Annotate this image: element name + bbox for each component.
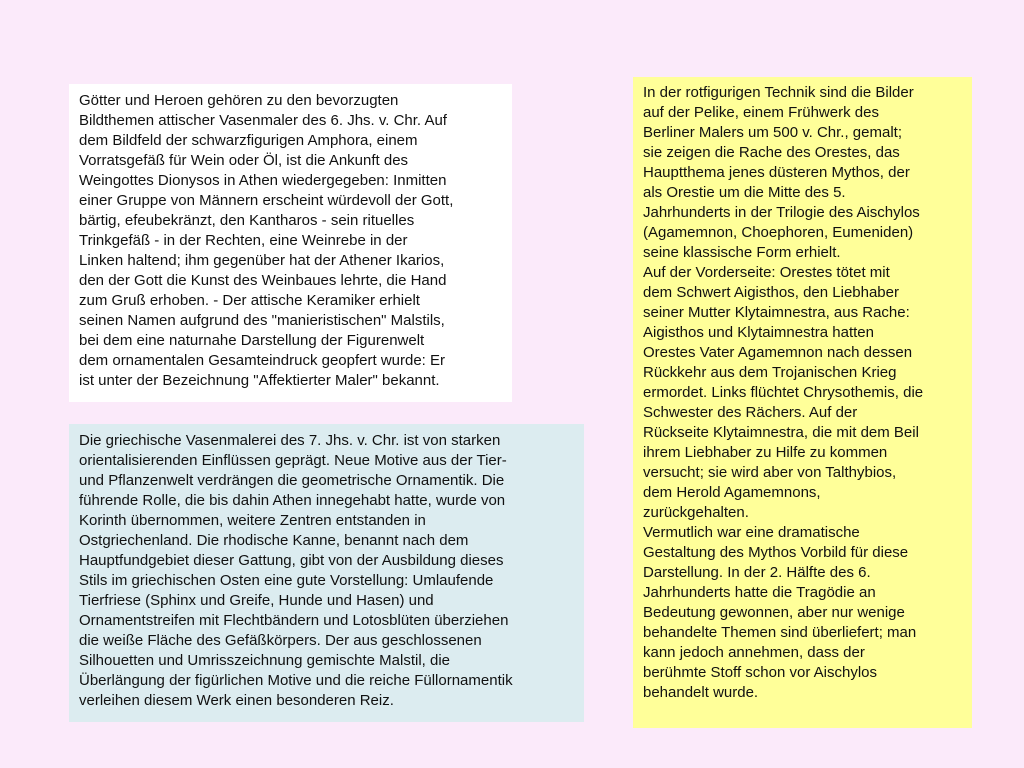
text-line: Rückseite Klytaimnestra, die mit dem Beil: [643, 424, 919, 441]
text-line: Silhouetten und Umrisszeichnung gemischte Malstil, die: [79, 652, 451, 669]
text-line: Jahrhunderts in der Trilogie des Aischylos: [643, 204, 920, 221]
text-line: Hauptthema jenes düsteren Mythos, der: [643, 164, 910, 181]
text-line: Weingottes Dionysos in Athen wiedergegeben: Inmitten: [79, 172, 447, 189]
text-line: Darstellung. In der 2. Hälfte des 6.: [643, 564, 871, 581]
text-line: Orestes Vater Agamemnon nach dessen: [643, 344, 913, 361]
text-line: als Orestie um die Mitte des 5.: [643, 184, 846, 201]
text-line: versucht; sie wird aber von Talthybios,: [643, 464, 897, 481]
text-line: verleihen diesem Werk einen besonderen Reiz.: [79, 692, 394, 709]
text-line: Ostgriechenland. Die rhodische Kanne, benannt nach dem: [79, 532, 469, 549]
text-line: behandelt wurde.: [643, 684, 759, 701]
text-panel-orientalizing: [69, 424, 584, 722]
text-line: dem Bildfeld der schwarzfigurigen Amphora, einem: [79, 132, 418, 149]
text-line: den der Gott die Kunst des Weinbaues lehrte, die Hand: [79, 272, 447, 289]
text-line: behandelte Themen sind überliefert; man: [643, 624, 917, 641]
text-line: Jahrhunderts hatte die Tragödie an: [643, 584, 876, 601]
text-line: In der rotfigurigen Technik sind die Bilder: [643, 84, 914, 101]
text-line: Aigisthos und Klytaimnestra hatten: [643, 324, 874, 341]
text-line: Gestaltung des Mythos Vorbild für diese: [643, 544, 909, 561]
text-line: ihrem Liebhaber zu Hilfe zu kommen: [643, 444, 888, 461]
text-line: bärtig, efeubekränzt, den Kantharos - sein rituelles: [79, 212, 415, 229]
text-panel-dionysos: [69, 84, 512, 402]
text-line: Stils im griechischen Osten eine gute Vorstellung: Umlaufende: [79, 572, 494, 589]
text-line: Trinkgefäß - in der Rechten, eine Weinrebe in der: [79, 232, 408, 249]
text-line: führende Rolle, die bis dahin Athen innegehabt hatte, wurde von: [79, 492, 506, 509]
text-line: Bedeutung gewonnen, aber nur wenige: [643, 604, 905, 621]
text-line: Vermutlich war eine dramatische: [643, 524, 860, 541]
text-line: Die griechische Vasenmalerei des 7. Jhs. v. Chr. ist von starken: [79, 432, 501, 449]
text-line: Überlängung der figürlichen Motive und die reiche Füllornamentik: [79, 672, 513, 689]
text-line: Ornamentstreifen mit Flechtbändern und Lotosblüten überziehen: [79, 612, 509, 629]
text-line: orientalisierenden Einflüssen geprägt. Neue Motive aus der Tier-: [79, 452, 507, 469]
text-line: Vorratsgefäß für Wein oder Öl, ist die Ankunft des: [79, 152, 409, 169]
text-line: dem Schwert Aigisthos, den Liebhaber: [643, 284, 899, 301]
text-line: dem Herold Agamemnons,: [643, 484, 821, 501]
text-line: ist unter der Bezeichnung "Affektierter Maler" bekannt.: [79, 372, 440, 389]
text-panel-orestes: [633, 77, 972, 728]
text-line: berühmte Stoff schon vor Aischylos: [643, 664, 878, 681]
text-line: Auf der Vorderseite: Orestes tötet mit: [643, 264, 890, 281]
text-line: kann jedoch annehmen, dass der: [643, 644, 865, 661]
text-line: Hauptfundgebiet dieser Gattung, gibt von der Ausbildung dieses: [79, 552, 504, 569]
text-line: Bildthemen attischer Vasenmaler des 6. Jhs. v. Chr. Auf: [79, 112, 447, 129]
text-line: Schwester des Rächers. Auf der: [643, 404, 858, 421]
text-line: seine klassische Form erhielt.: [643, 244, 841, 261]
text-line: Berliner Malers um 500 v. Chr., gemalt;: [643, 124, 902, 141]
text-line: Tierfriese (Sphinx und Greife, Hunde und Hasen) und: [79, 592, 434, 609]
text-line: ermordet. Links flüchtet Chrysothemis, die: [643, 384, 924, 401]
text-line: Götter und Heroen gehören zu den bevorzugten: [79, 92, 399, 109]
text-line: zum Gruß erhoben. - Der attische Keramiker erhielt: [79, 292, 420, 309]
text-line: seinen Namen aufgrund des "manieristischen" Malstils,: [79, 312, 445, 329]
text-line: seiner Mutter Klytaimnestra, aus Rache:: [643, 304, 910, 321]
text-line: die weiße Fläche des Gefäßkörpers. Der aus geschlossenen: [79, 632, 482, 649]
text-line: einer Gruppe von Männern erscheint würdevoll der Gott,: [79, 192, 454, 209]
text-line: auf der Pelike, einem Frühwerk des: [643, 104, 879, 121]
text-line: dem ornamentalen Gesamteindruck geopfert wurde: Er: [79, 352, 446, 369]
text-line: sie zeigen die Rache des Orestes, das: [643, 144, 900, 161]
text-line: (Agamemnon, Choephoren, Eumeniden): [643, 224, 914, 241]
text-line: und Pflanzenwelt verdrängen die geometrische Ornamentik. Die: [79, 472, 505, 489]
text-line: Linken haltend; ihm gegenüber hat der Athener Ikarios,: [79, 252, 445, 269]
text-line: zurückgehalten.: [643, 504, 749, 521]
text-line: bei dem eine naturnahe Darstellung der Figurenwelt: [79, 332, 425, 349]
text-line: Korinth übernommen, weitere Zentren entstanden in: [79, 512, 426, 529]
text-line: Rückkehr aus dem Trojanischen Krieg: [643, 364, 897, 381]
